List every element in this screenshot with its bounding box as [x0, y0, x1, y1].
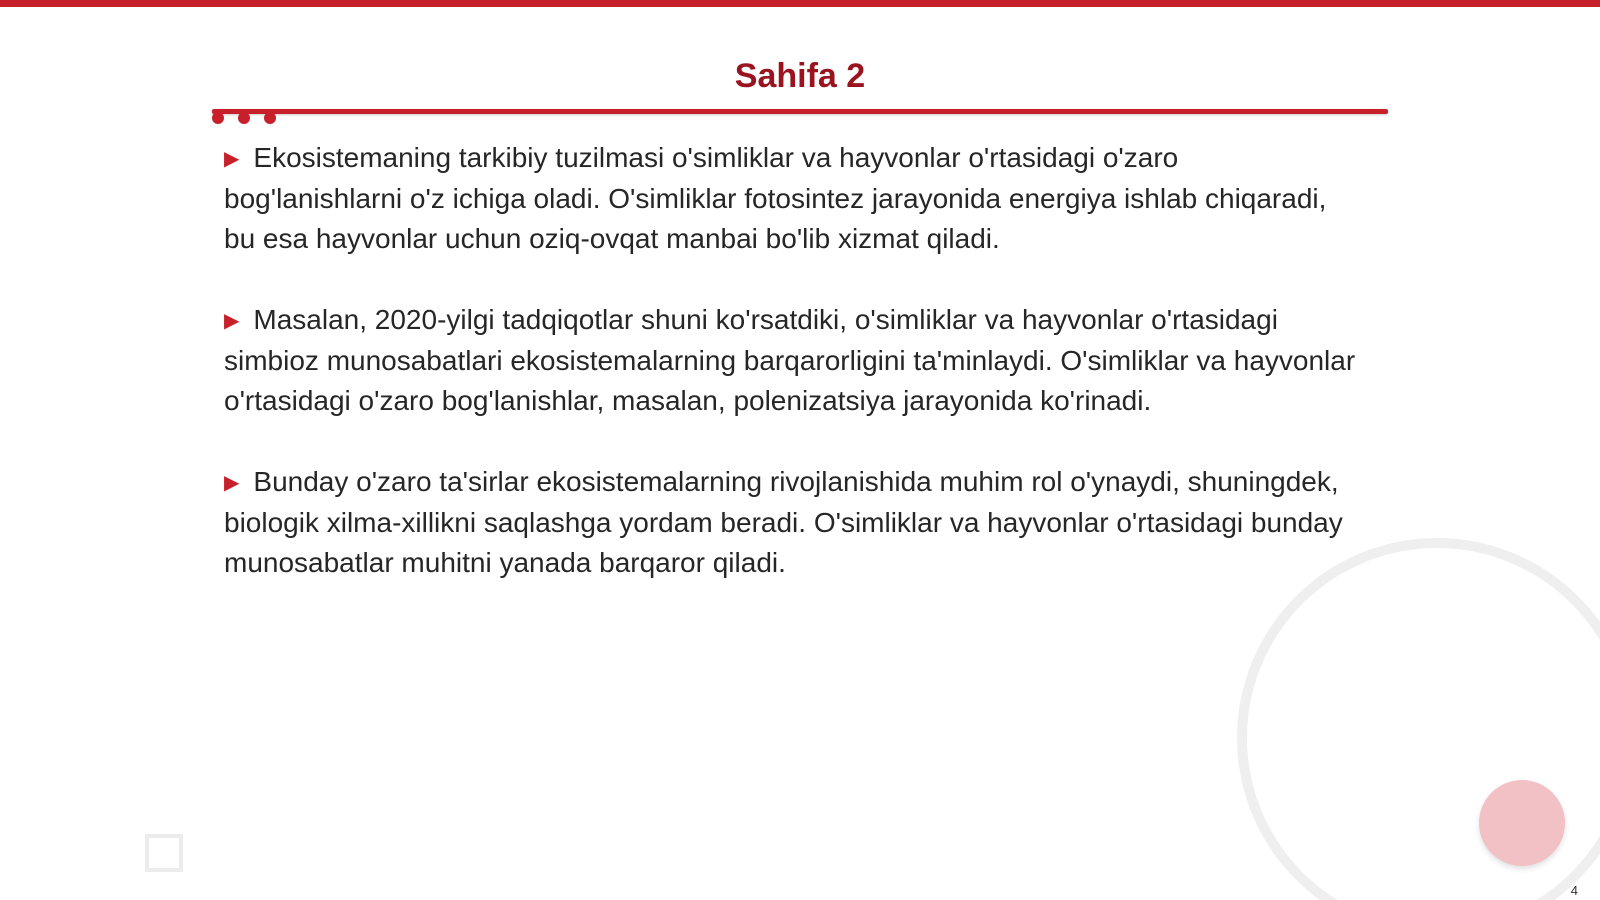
title-underline [212, 109, 1388, 114]
triangle-right-icon: ▶ [224, 472, 240, 494]
bullet-text: Bunday o'zaro ta'sirlar ekosistemalarning rivojlanishida muhim rol o'ynaydi, shuningdek, biologik xilma-xillikni saqlashga yordam beradi. O'simliklar va hayvonlar o'rtasidagi bunday munosabatlar muhitni yanada barqaror qiladi. [224, 466, 1343, 578]
bullet-list [224, 138, 1364, 624]
decorative-circle [1479, 780, 1565, 866]
bullet-text: Ekosistemaning tarkibiy tuzilmasi o'simliklar va hayvonlar o'rtasidagi o'zaro bog'lanishlarni o'z ichiga oladi. O'simliklar fotosintez jarayonida energiya ishlab chiqaradi, bu esa hayvonlar uchun oziq-ovqat manbai bo'lib xizmat qiladi. [224, 142, 1327, 254]
title-dot-icon [238, 112, 250, 124]
bullet-text: Masalan, 2020-yilgi tadqiqotlar shuni ko'rsatdiki, o'simliklar va hayvonlar o'rtasidagi simbioz munosabatlari ekosistemalarning barqarorligini ta'minlaydi. O'simliklar va hayvonlar o'rtasidagi o'zaro bog'lanishlar, masalan, polenizatsiya jarayonida ko'rinadi. [224, 304, 1356, 416]
slide-title: Sahifa 2 [734, 57, 866, 95]
bullet-item [224, 300, 1364, 421]
triangle-right-icon: ▶ [224, 148, 240, 170]
bullet-item [224, 462, 1364, 583]
decorative-square [145, 834, 183, 872]
bullet-item [224, 138, 1364, 259]
title-dot-icon [264, 112, 276, 124]
triangle-right-icon: ▶ [224, 310, 240, 332]
top-accent-bar [0, 0, 1600, 7]
title-dot-icon [212, 112, 224, 124]
page-number: 4 [1570, 883, 1578, 898]
